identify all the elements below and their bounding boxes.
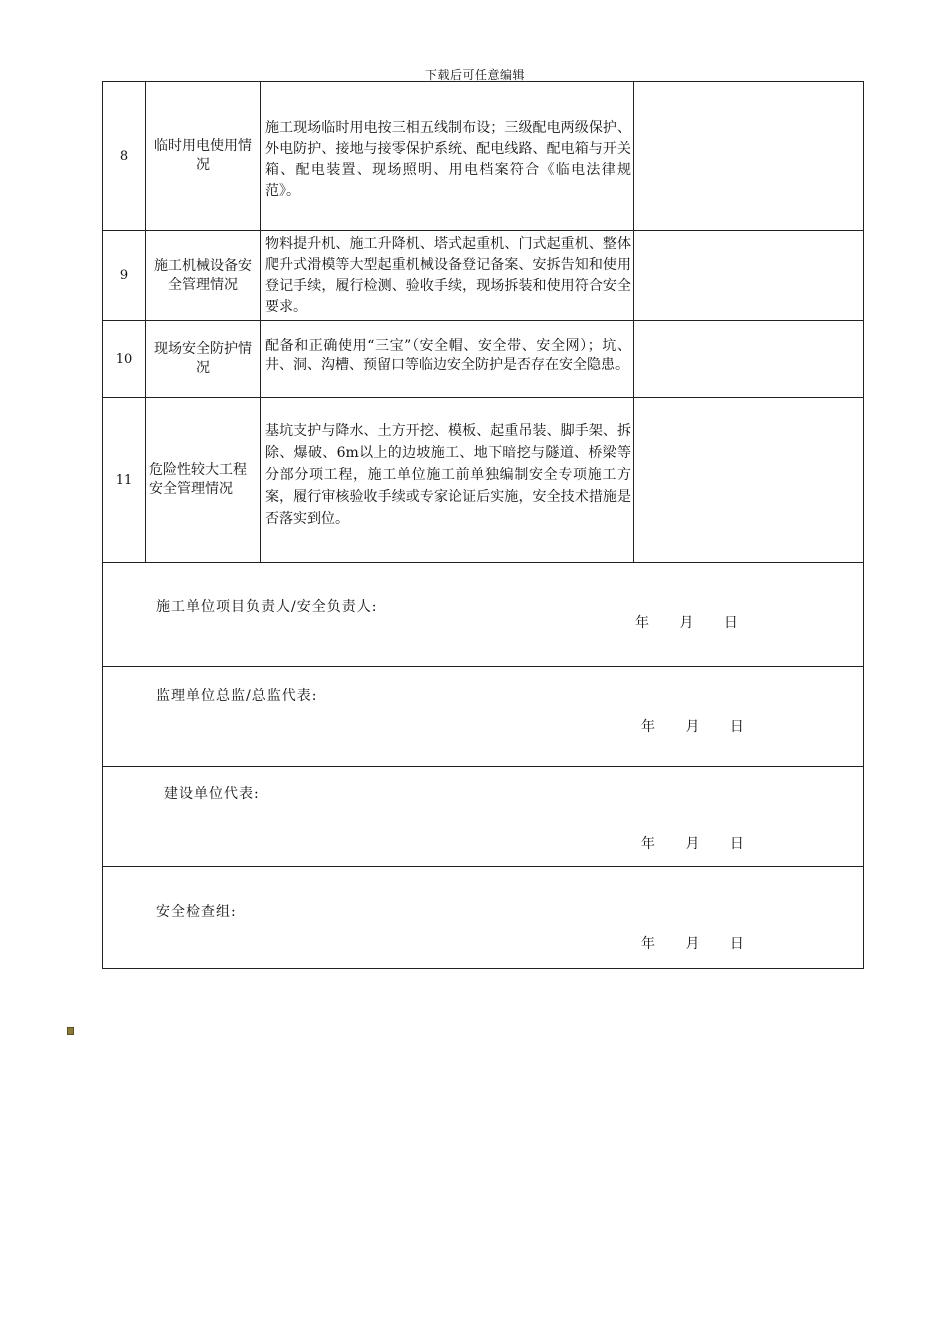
signature-date: 年 月 日 [641,836,746,852]
header-note: 下载后可任意编辑 [424,68,525,82]
signature-label: 监理单位总监/总监代表: [156,688,318,704]
row-number: 10 [103,321,146,397]
table-row [103,231,863,321]
table-row [103,398,863,563]
signature-date: 年 月 日 [641,719,746,735]
check-item: 施工机械设备安全管理情况 [146,231,261,320]
page-marker [67,1027,74,1035]
signature-block [103,563,863,667]
check-item: 现场安全防护情况 [146,321,261,397]
check-result[interactable] [634,398,863,562]
signature-block [103,767,863,867]
signature-label: 安全检查组: [156,904,237,920]
check-item: 危险性较大工程安全管理情况 [146,398,261,562]
row-number: 8 [103,82,146,230]
inspection-table [102,81,864,969]
check-item: 临时用电使用情况 [146,82,261,230]
signature-block [103,867,863,968]
row-number: 9 [103,231,146,320]
check-result[interactable] [634,321,863,397]
check-content: 基坑支护与降水、土方开挖、模板、起重吊装、脚手架、拆除、爆破、6m以上的边坡施工、地下暗挖与隧道、桥梁等分部分项工程，施工单位施工前单独编制安全专项施工方案，履行审核验收手续或专家论证后实施，安全技术措施是否落实到位。 [261,398,634,562]
check-result[interactable] [634,82,863,230]
check-content: 施工现场临时用电按三相五线制布设；三级配电两级保护、外电防护、接地与接零保护系统、配电线路、配电箱与开关箱、配电装置、现场照明、用电档案符合《临电法律规范》。 [261,82,634,230]
table-row [103,321,863,398]
check-content: 物料提升机、施工升降机、塔式起重机、门式起重机、整体爬升式滑模等大型起重机械设备登记备案、安拆告知和使用登记手续，履行检测、验收手续，现场拆装和使用符合安全要求。 [261,231,634,320]
signature-date: 年 月 日 [635,615,740,631]
check-content: 配备和正确使用“三宝”（安全帽、安全带、安全网）；坑、井、洞、沟槽、预留口等临边安全防护是否存在安全隐患。 [261,321,634,397]
signature-date: 年 月 日 [641,936,746,952]
signature-label: 施工单位项目负责人/安全负责人: [156,599,378,615]
table-row [103,82,863,231]
check-result[interactable] [634,231,863,320]
signature-label: 建设单位代表: [164,786,260,802]
row-number: 11 [103,398,146,562]
signature-block [103,667,863,767]
